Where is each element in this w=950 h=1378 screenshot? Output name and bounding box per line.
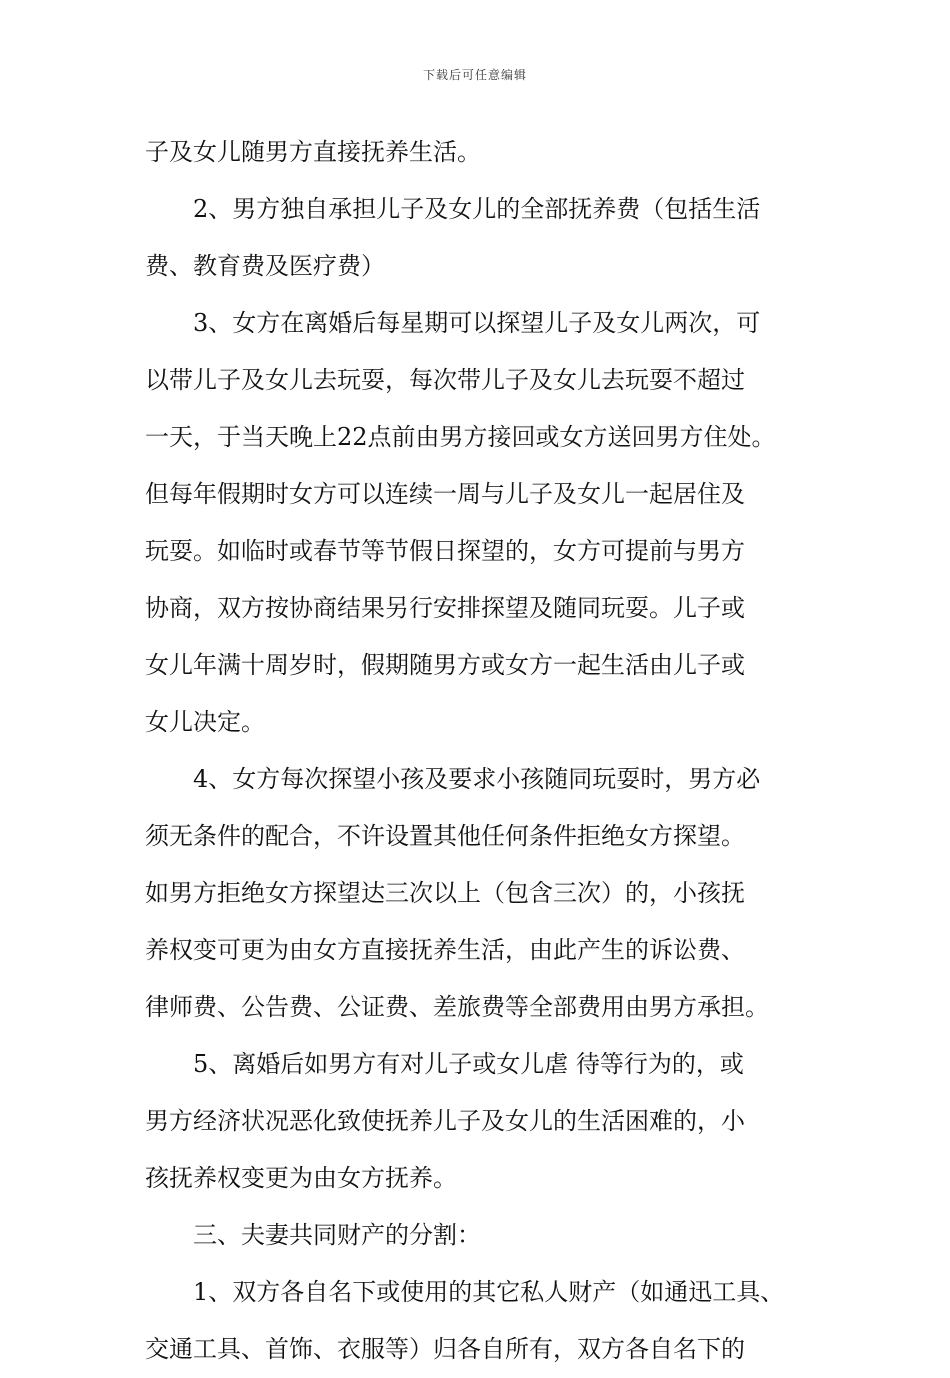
document-body xyxy=(145,124,810,1378)
text-line: 5、离婚后如男方有对儿子或女儿虐 待等行为的，或 xyxy=(193,1050,744,1078)
text-line: 女儿年满十周岁时，假期随男方或女方一起生活由儿子或 xyxy=(145,651,745,679)
page-header: 下载后可任意编辑 xyxy=(422,68,527,82)
text-line: 一天，于当天晚上22点前由男方接回或女方送回男方住处。 xyxy=(145,423,776,451)
text-line: 以带儿子及女儿去玩耍，每次带儿子及女儿去玩耍不超过 xyxy=(145,366,745,394)
text-line: 协商，双方按协商结果另行安排探望及随同玩耍。儿子或 xyxy=(145,594,745,622)
text-line: 子及女儿随男方直接抚养生活。 xyxy=(145,138,481,166)
text-line: 须无条件的配合，不许设置其他任何条件拒绝女方探望。 xyxy=(145,822,745,850)
text-line: 费、教育费及医疗费） xyxy=(145,252,385,280)
text-line: 3、女方在离婚后每星期可以探望儿子及女儿两次，可 xyxy=(193,309,761,337)
text-line: 1、双方各自名下或使用的其它私人财产（如通迅工具、 xyxy=(193,1278,785,1306)
text-line: 男方经济状况恶化致使抚养儿子及女儿的生活困难的，小 xyxy=(145,1107,745,1135)
text-line: 但每年假期时女方可以连续一周与儿子及女儿一起居住及 xyxy=(145,480,745,508)
text-line: 孩抚养权变更为由女方抚养。 xyxy=(145,1164,457,1192)
text-line: 2、男方独自承担儿子及女儿的全部抚养费（包括生活 xyxy=(193,195,761,223)
text-line: 交通工具、首饰、衣服等）归各自所有，双方各自名下的 xyxy=(145,1335,745,1363)
text-line: 如男方拒绝女方探望达三次以上（包含三次）的，小孩抚 xyxy=(145,879,745,907)
text-line: 三、夫妻共同财产的分割： xyxy=(193,1221,481,1249)
text-line: 女儿决定。 xyxy=(145,708,265,736)
text-line: 4、女方每次探望小孩及要求小孩随同玩耍时，男方必 xyxy=(193,765,761,793)
text-line: 律师费、公告费、公证费、差旅费等全部费用由男方承担。 xyxy=(145,993,769,1021)
text-line: 养权变可更为由女方直接抚养生活，由此产生的诉讼费、 xyxy=(145,936,745,964)
text-line: 玩耍。如临时或春节等节假日探望的，女方可提前与男方 xyxy=(145,537,745,565)
